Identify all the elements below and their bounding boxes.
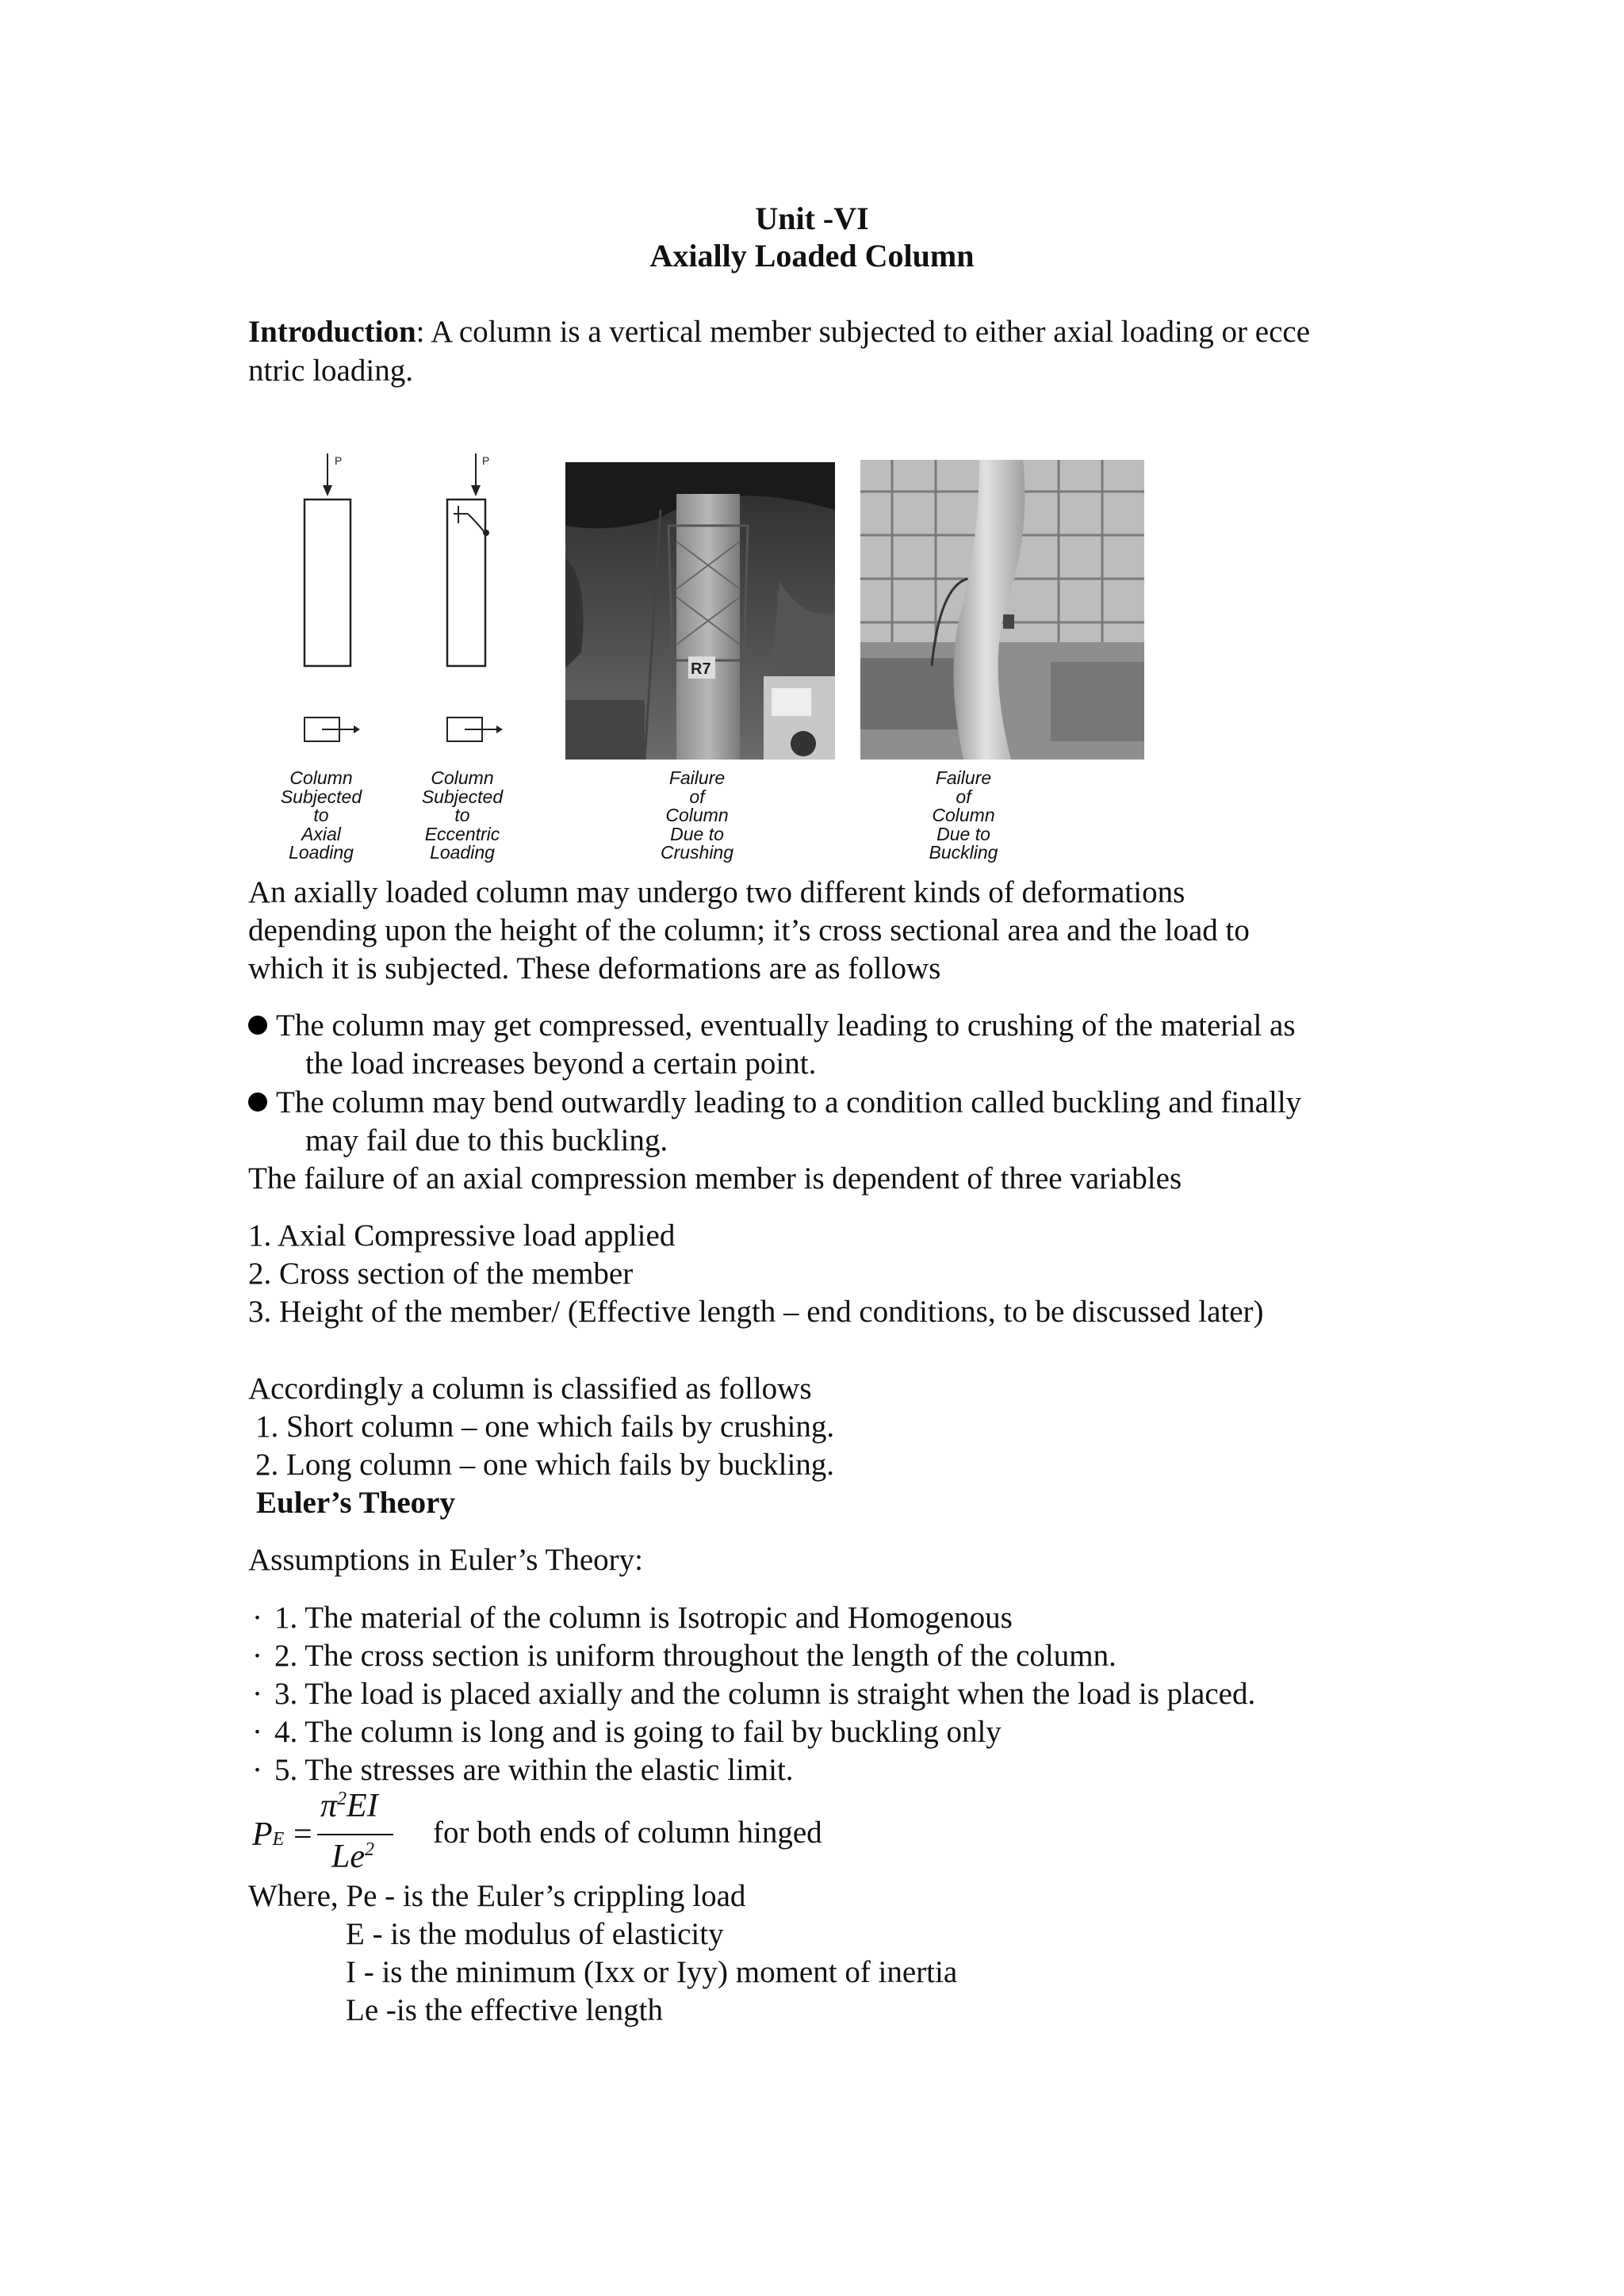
formula-denominator	[331, 1838, 374, 1876]
caption-line: Loading	[430, 842, 495, 863]
assumption-dot: ·	[252, 1601, 262, 1635]
assumption-dot: ·	[252, 1753, 262, 1787]
eccentric-load-point	[483, 530, 489, 536]
classification-item: 1. Short column – one which fails by crushing.	[255, 1410, 835, 1444]
eccentric-load-label: P	[482, 454, 490, 467]
caption-line: Column	[665, 805, 729, 825]
variable-item: 1. Axial Compressive load applied	[248, 1219, 676, 1253]
caption-axial-loading	[262, 769, 381, 863]
formula-fraction-bar	[317, 1834, 393, 1835]
caption-eccentric-loading	[403, 769, 522, 863]
bullet-2-line-2: may fail due to this buckling.	[305, 1123, 668, 1158]
unit-heading: Unit -VI	[755, 201, 869, 236]
formula-note: for both ends of column hinged	[433, 1816, 822, 1850]
axial-load-arrowhead	[323, 485, 332, 496]
axial-column-rect	[304, 499, 350, 666]
caption-line: Buckling	[929, 842, 998, 863]
bullet-1-line-2: the load increases beyond a certain point.	[305, 1047, 817, 1081]
axial-section-arrow	[354, 725, 360, 733]
caption-line: Loading	[289, 842, 354, 863]
formula-equals: =	[293, 1816, 312, 1853]
classification-intro: Accordingly a column is classified as follows	[248, 1372, 812, 1406]
para1-line-2: depending upon the height of the column; it’s cross sectional area and the load to	[248, 913, 1250, 947]
where-line: I - is the minimum (Ixx or Iyy) moment of inertia	[346, 1955, 958, 1989]
caption-line: to	[454, 805, 470, 825]
bullet-1-line-1: The column may get compressed, eventually leading to crushing of the material as	[276, 1008, 1296, 1043]
assumption-item: 1. The material of the column is Isotropic and Homogenous	[274, 1601, 1013, 1635]
intro-label: Introduction	[248, 315, 416, 349]
caption-line: Column	[932, 805, 995, 825]
caption-line: Crushing	[660, 842, 734, 863]
caption-line: Axial	[301, 823, 341, 844]
formula-lhs	[252, 1816, 284, 1854]
classification-item: 2. Long column – one which fails by buckling.	[255, 1448, 835, 1482]
where-line: Where, Pe - is the Euler’s crippling load	[248, 1879, 746, 1913]
formula-le: Le	[331, 1839, 365, 1875]
formula-lhs-subscript: E	[272, 1829, 285, 1850]
caption-line: Failure	[935, 767, 992, 788]
assumption-dot: ·	[252, 1715, 262, 1749]
formula-pi: π	[320, 1788, 338, 1824]
caption-buckling-failure	[904, 769, 1023, 863]
eccentric-section-arrow	[496, 725, 503, 733]
formula-ei: EI	[347, 1788, 378, 1824]
failure-intro: The failure of an axial compression member is dependent of three variables	[248, 1161, 1182, 1196]
eccentric-loading-diagram	[436, 444, 523, 745]
bullet-2-line-1: The column may bend outwardly leading to a condition called buckling and finally	[276, 1085, 1302, 1119]
caption-line: Subjected	[280, 786, 362, 807]
intro-line-2: ntric loading.	[248, 354, 413, 388]
page-title: Axially Loaded Column	[649, 238, 975, 274]
bullet-icon	[248, 1093, 267, 1112]
assumption-item: 2. The cross section is uniform throughout the length of the column.	[274, 1639, 1116, 1673]
formula-numerator	[320, 1787, 378, 1825]
caption-crushing-failure	[638, 769, 756, 863]
crushing-failure-photo	[565, 462, 835, 760]
intro-text: : A column is a vertical member subjected to either axial loading or ecce	[416, 315, 1311, 349]
eccentric-column-rect	[447, 499, 485, 666]
caption-line: Failure	[668, 767, 726, 788]
assumption-dot: ·	[252, 1677, 262, 1711]
eccentric-load-arrowhead	[471, 485, 481, 496]
where-line: E - is the modulus of elasticity	[346, 1917, 724, 1951]
assumption-item: 3. The load is placed axially and the column is straight when the load is placed.	[274, 1677, 1256, 1711]
buckling-failure-photo	[860, 460, 1144, 760]
formula-lhs-symbol: P	[252, 1816, 273, 1853]
variable-item: 3. Height of the member/ (Effective length – end conditions, to be discussed later)	[248, 1295, 1264, 1329]
para1-line-3: which it is subjected. These deformations are as follows	[248, 951, 941, 985]
caption-line: Subjected	[421, 786, 504, 807]
caption-line: of	[689, 786, 705, 807]
euler-heading: Euler’s Theory	[256, 1486, 455, 1520]
intro-line-1	[248, 313, 1310, 351]
formula-le-exponent: 2	[365, 1839, 374, 1860]
caption-line: Eccentric	[424, 823, 500, 844]
assumption-dot: ·	[252, 1639, 262, 1673]
caption-line: Due to	[670, 823, 724, 844]
bullet-icon	[248, 1016, 267, 1035]
caption-line: of	[956, 786, 971, 807]
where-line: Le -is the effective length	[346, 1993, 663, 2027]
eccentricity-marker	[454, 506, 484, 531]
assumptions-heading: Assumptions in Euler’s Theory:	[248, 1543, 643, 1577]
photo-column-tag: R7	[691, 660, 711, 678]
caption-line: Column	[289, 767, 353, 788]
caption-line: Due to	[936, 823, 990, 844]
para1-line-1: An axially loaded column may undergo two different kinds of deformations	[248, 875, 1185, 909]
caption-line: Column	[431, 767, 494, 788]
caption-line: to	[313, 805, 329, 825]
axial-loading-diagram	[293, 444, 381, 745]
assumption-item: 4. The column is long and is going to fail by buckling only	[274, 1715, 1002, 1749]
variable-item: 2. Cross section of the member	[248, 1257, 634, 1291]
assumption-item: 5. The stresses are within the elastic limit.	[274, 1753, 794, 1787]
axial-load-label: P	[335, 454, 343, 467]
formula-pi-exponent: 2	[337, 1789, 347, 1809]
